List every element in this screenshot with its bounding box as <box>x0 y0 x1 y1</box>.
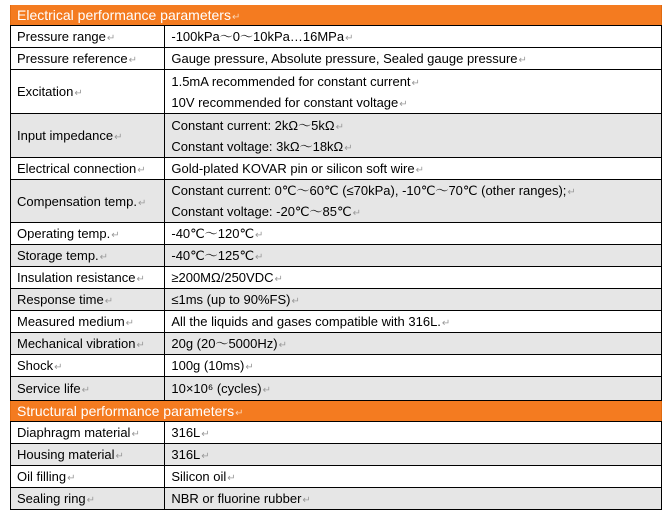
parameter-value: Constant current: 0℃～60℃ (≤70kPa), -10℃～70℃ (other ranges); <box>171 183 567 198</box>
parameter-value: Silicon oil <box>171 469 227 484</box>
table-row <box>11 48 662 70</box>
parameter-value-line <box>171 92 661 113</box>
parameter-label: Oil filling <box>17 469 67 484</box>
table-row <box>11 311 662 333</box>
parameter-value-cell <box>165 267 662 289</box>
parameter-value-cell <box>165 180 662 223</box>
parameter-value-line <box>171 180 661 201</box>
table-row <box>11 158 662 180</box>
parameter-label: Mechanical vibration <box>17 336 136 351</box>
paragraph-mark-icon: ↵ <box>255 230 264 241</box>
parameter-value-line <box>171 444 661 465</box>
parameter-value-line <box>171 378 661 399</box>
paragraph-mark-icon: ↵ <box>104 296 114 307</box>
parameter-value-line <box>171 311 661 332</box>
parameter-value-line <box>171 158 661 179</box>
section-header <box>10 401 662 421</box>
parameter-label-cell <box>11 245 165 267</box>
table-row <box>11 26 662 48</box>
parameter-value-cell <box>165 333 662 355</box>
paragraph-mark-icon: ↵ <box>415 165 424 176</box>
parameter-value-cell <box>165 488 662 510</box>
paragraph-mark-icon: ↵ <box>352 208 361 219</box>
parameter-label-cell <box>11 488 165 510</box>
parameter-value: -40℃～125℃ <box>171 248 255 263</box>
paragraph-mark-icon: ↵ <box>274 274 283 285</box>
parameter-value-cell <box>165 48 662 70</box>
parameter-label-cell <box>11 355 165 377</box>
paragraph-mark-icon: ↵ <box>54 362 63 373</box>
paragraph-mark-icon: ↵ <box>74 88 83 99</box>
table-row <box>11 245 662 267</box>
parameter-value: Constant voltage: 3kΩ～18kΩ <box>171 138 344 154</box>
table-row <box>11 180 662 223</box>
parameter-label-cell <box>11 158 165 180</box>
parameter-value-line <box>171 267 661 288</box>
section-header <box>10 5 662 25</box>
paragraph-mark-icon: ↵ <box>131 429 140 440</box>
table-row <box>11 422 662 444</box>
paragraph-mark-icon: ↵ <box>344 142 353 154</box>
parameter-label-cell <box>11 466 165 488</box>
parameter-label-cell <box>11 444 165 466</box>
parameter-label-cell <box>11 289 165 311</box>
paragraph-mark-icon: ↵ <box>291 296 300 307</box>
paragraph-mark-icon: ↵ <box>231 12 241 23</box>
parameter-label: Compensation temp. <box>17 193 137 209</box>
paragraph-mark-icon: ↵ <box>227 473 236 484</box>
paragraph-mark-icon: ↵ <box>106 33 116 44</box>
parameter-label: Sealing ring <box>17 491 86 506</box>
parameter-label-cell <box>11 180 165 223</box>
paragraph-mark-icon: ↵ <box>136 340 145 351</box>
paragraph-mark-icon: ↵ <box>335 121 344 133</box>
parameter-value: Gold-plated KOVAR pin or silicon soft wire <box>171 161 415 176</box>
parameters-table <box>10 25 662 401</box>
parameter-value-line <box>171 333 661 354</box>
parameter-value: Constant current: 2kΩ～5kΩ <box>171 117 335 133</box>
table-row <box>11 267 662 289</box>
parameter-label-cell <box>11 267 165 289</box>
paragraph-mark-icon: ↵ <box>567 187 576 198</box>
parameter-label-cell <box>11 26 165 48</box>
parameter-label: Insulation resistance <box>17 270 136 285</box>
parameter-label: Response time <box>17 292 104 307</box>
parameter-value-line <box>171 488 661 509</box>
parameter-value-cell <box>165 422 662 444</box>
parameter-value-line <box>171 115 661 136</box>
paragraph-mark-icon: ↵ <box>128 55 137 66</box>
parameter-value-cell <box>165 377 662 401</box>
paragraph-mark-icon: ↵ <box>125 318 135 329</box>
table-row <box>11 333 662 355</box>
parameter-value: -40℃～120℃ <box>171 226 255 241</box>
table-row <box>11 466 662 488</box>
parameter-value-cell <box>165 223 662 245</box>
table-row <box>11 114 662 158</box>
paragraph-mark-icon: ↵ <box>441 318 451 329</box>
paragraph-mark-icon: ↵ <box>86 495 96 506</box>
parameter-value: 100g (10ms) <box>171 358 245 373</box>
parameter-value-cell <box>165 26 662 48</box>
paragraph-mark-icon: ↵ <box>235 408 244 419</box>
parameter-value: NBR or fluorine rubber <box>171 491 302 506</box>
parameter-value: ≤1ms (up to 90%FS) <box>171 292 291 307</box>
parameter-value-cell <box>165 158 662 180</box>
table-row <box>11 289 662 311</box>
parameter-label-cell <box>11 377 165 401</box>
paragraph-mark-icon: ↵ <box>262 385 272 396</box>
parameter-label: Operating temp. <box>17 226 111 241</box>
parameter-value-cell <box>165 70 662 114</box>
parameter-label: Excitation <box>17 84 74 99</box>
parameter-value-line <box>171 289 661 310</box>
parameter-value: All the liquids and gases compatible with 316L. <box>171 314 441 329</box>
paragraph-mark-icon: ↵ <box>67 473 76 484</box>
paragraph-mark-icon: ↵ <box>278 340 287 351</box>
parameter-label-cell <box>11 311 165 333</box>
parameter-label-cell <box>11 422 165 444</box>
parameter-value-line <box>171 245 661 266</box>
paragraph-mark-icon: ↵ <box>114 132 123 143</box>
parameter-label: Service life <box>17 381 81 396</box>
table-row <box>11 488 662 510</box>
parameter-value-cell <box>165 444 662 466</box>
parameter-value: 20g (20～5000Hz) <box>171 336 278 351</box>
paragraph-mark-icon: ↵ <box>137 165 146 176</box>
parameter-label: Storage temp. <box>17 248 99 263</box>
paragraph-mark-icon: ↵ <box>201 451 210 462</box>
parameter-label-cell <box>11 70 165 114</box>
parameter-value-line <box>171 136 661 157</box>
paragraph-mark-icon: ↵ <box>201 429 210 440</box>
parameter-value-line <box>171 26 661 47</box>
paragraph-mark-icon: ↵ <box>255 252 264 263</box>
table-row <box>11 355 662 377</box>
parameter-value-line <box>171 48 661 69</box>
table-row <box>11 223 662 245</box>
paragraph-mark-icon: ↵ <box>99 252 109 263</box>
parameter-value-cell <box>165 311 662 333</box>
table-row <box>11 70 662 114</box>
paragraph-mark-icon: ↵ <box>137 197 147 209</box>
paragraph-mark-icon: ↵ <box>115 451 124 462</box>
parameter-label: Pressure range <box>17 29 106 44</box>
parameter-value-cell <box>165 114 662 158</box>
parameter-value-line <box>171 201 661 222</box>
parameter-label-cell <box>11 333 165 355</box>
parameter-value: Gauge pressure, Absolute pressure, Sealed gauge pressure <box>171 51 518 66</box>
parameter-value: 316L <box>171 447 201 462</box>
parameter-value-cell <box>165 466 662 488</box>
parameter-label: Diaphragm material <box>17 425 131 440</box>
parameter-label: Housing material <box>17 447 115 462</box>
parameter-value-line <box>171 466 661 487</box>
parameter-label: Electrical connection <box>17 161 137 176</box>
paragraph-mark-icon: ↵ <box>136 274 145 285</box>
parameter-label: Pressure reference <box>17 51 128 66</box>
section-title: Electrical performance parameters <box>17 7 231 23</box>
parameter-label: Shock <box>17 358 54 373</box>
paragraph-mark-icon: ↵ <box>399 98 408 110</box>
paragraph-mark-icon: ↵ <box>245 362 254 373</box>
parameter-value-line <box>171 422 661 443</box>
parameter-value: -100kPa～0～10kPa…16MPa <box>171 29 345 44</box>
paragraph-mark-icon: ↵ <box>81 385 90 396</box>
parameter-label: Input impedance <box>17 128 114 143</box>
parameter-value: 10V recommended for constant voltage <box>171 94 399 110</box>
parameter-value: 316L <box>171 425 201 440</box>
parameter-label: Measured medium <box>17 314 125 329</box>
table-row <box>11 444 662 466</box>
parameters-table <box>10 421 662 510</box>
paragraph-mark-icon: ↵ <box>518 55 527 66</box>
table-row <box>11 377 662 401</box>
paragraph-mark-icon: ↵ <box>302 495 311 506</box>
parameter-label-cell <box>11 114 165 158</box>
parameter-value-cell <box>165 289 662 311</box>
paragraph-mark-icon: ↵ <box>411 77 420 89</box>
parameter-value-line <box>171 355 661 376</box>
parameters-sheet <box>10 5 662 510</box>
parameter-value: ≥200MΩ/250VDC <box>171 270 274 285</box>
parameter-value-line <box>171 71 661 92</box>
parameter-value: 1.5mA recommended for constant current <box>171 73 411 89</box>
parameter-label-cell <box>11 48 165 70</box>
parameter-value-cell <box>165 355 662 377</box>
parameter-label-cell <box>11 223 165 245</box>
paragraph-mark-icon: ↵ <box>111 230 120 241</box>
parameter-value-line <box>171 223 661 244</box>
parameter-value: Constant voltage: -20℃～85℃ <box>171 204 352 219</box>
parameter-value: 10×10⁶ (cycles) <box>171 381 262 396</box>
paragraph-mark-icon: ↵ <box>345 33 354 44</box>
parameter-value-cell <box>165 245 662 267</box>
section-title: Structural performance parameters <box>17 403 235 419</box>
